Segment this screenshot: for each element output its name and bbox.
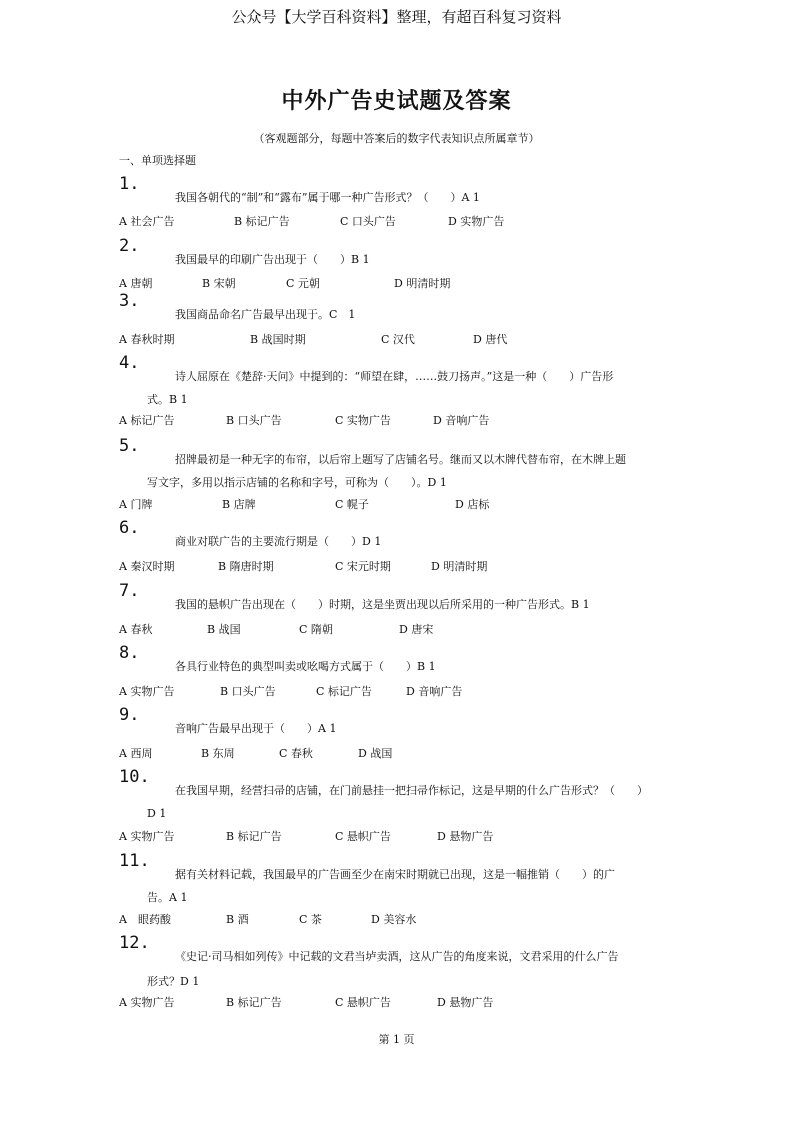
question-number: 1. (119, 174, 140, 194)
option-a: A 秦汉时期 (119, 560, 175, 573)
section-heading: 一、单项选择题 (119, 154, 196, 167)
option-a: A 实物广告 (119, 685, 175, 698)
option-c: C 实物广告 (335, 414, 391, 427)
question-stem: 据有关材料记载，我国最早的广告画至少在南宋时期就已出现，这是一幅推销（ ）的广 (175, 868, 615, 881)
option-b: B 战国时期 (250, 333, 306, 346)
option-a: A 西周 (119, 747, 153, 760)
option-c: C 宋元时期 (335, 560, 391, 573)
question-stem: 在我国早期，经营扫帚的店铺，在门前悬挂一把扫帚作标记，这是早期的什么广告形式？（ ） (175, 784, 648, 797)
option-d: D 美容水 (371, 913, 417, 926)
option-d: D 明清时期 (431, 560, 488, 573)
question-number: 7. (119, 581, 140, 601)
option-d: D 战国 (358, 747, 393, 760)
question-stem-continued: 式。B 1 (147, 393, 188, 406)
question-number: 4. (119, 353, 140, 373)
option-b: B 酒 (226, 913, 249, 926)
question-number: 3. (119, 291, 140, 311)
option-c: C 茶 (299, 913, 322, 926)
question-stem: 我国各朝代的“制”和“露布”属于哪一种广告形式？（ ）A 1 (175, 191, 480, 204)
question-stem: 商业对联广告的主要流行期是（ ）D 1 (175, 535, 382, 548)
option-c: C 标记广告 (316, 685, 372, 698)
option-a: A 唐朝 (119, 277, 153, 290)
option-a: A 春秋 (119, 623, 153, 636)
option-c: C 悬帜广告 (335, 830, 391, 843)
option-b: B 东周 (201, 747, 235, 760)
question-number: 6. (119, 518, 140, 538)
document-title: 中外广告史试题及答案 (281, 89, 512, 114)
question-number: 5. (119, 436, 140, 456)
question-stem: 我国商品命名广告最早出现于。C 1 (175, 308, 356, 321)
option-d: D 唐代 (473, 333, 508, 346)
option-a: A 春秋时期 (119, 333, 175, 346)
option-a: A 眼药酸 (119, 913, 171, 926)
option-c: C 幌子 (335, 498, 369, 511)
option-d: D 明清时期 (394, 277, 451, 290)
option-a: A 门牌 (119, 498, 153, 511)
option-b: B 口头广告 (226, 414, 282, 427)
option-b: B 店牌 (222, 498, 256, 511)
option-c: C 春秋 (279, 747, 313, 760)
option-d: D 悬物广告 (437, 830, 494, 843)
question-number: 11. (119, 851, 150, 871)
option-a: A 实物广告 (119, 996, 175, 1009)
option-a: A 标记广告 (119, 414, 175, 427)
question-number: 8. (119, 643, 140, 663)
option-c: C 汉代 (381, 333, 415, 346)
option-b: B 宋朝 (202, 277, 236, 290)
question-number: 12. (119, 933, 150, 953)
page-number: 第 1 页 (378, 1033, 415, 1046)
question-number: 2. (119, 236, 140, 256)
option-d: D 实物广告 (448, 215, 505, 228)
question-number: 10. (119, 767, 150, 787)
option-b: B 标记广告 (234, 215, 290, 228)
option-d: D 店标 (455, 498, 490, 511)
option-a: A 社会广告 (119, 215, 175, 228)
question-stem-continued: 写文字，多用以指示店铺的名称和字号，可称为（ ）。D 1 (147, 476, 447, 489)
option-a: A 实物广告 (119, 830, 175, 843)
option-c: C 悬帜广告 (335, 996, 391, 1009)
question-stem: 我国的悬帜广告出现在（ ）时期，这是坐贾出现以后所采用的一种广告形式。B 1 (175, 598, 590, 611)
question-stem: 招牌最初是一种无字的布帘，以后帘上题写了店铺名号。继而又以木牌代替布帘，在木牌上题 (175, 453, 626, 466)
option-b: B 口头广告 (220, 685, 276, 698)
option-c: C 元朝 (286, 277, 320, 290)
question-stem-continued: 告。A 1 (147, 891, 188, 904)
option-d: D 悬物广告 (437, 996, 494, 1009)
page-header: 公众号【大学百科资料】整理，有超百科复习资料 (231, 8, 562, 26)
question-stem: 各具行业特色的典型叫卖或吆喝方式属于（ ）B 1 (175, 660, 436, 673)
question-stem-continued: 形式？D 1 (147, 975, 200, 988)
option-d: D 唐宋 (399, 623, 434, 636)
question-stem: 我国最早的印刷广告出现于（ ）B 1 (175, 253, 370, 266)
option-b: B 战国 (207, 623, 241, 636)
option-b: B 标记广告 (226, 830, 282, 843)
option-d: D 音响广告 (433, 414, 490, 427)
option-c: C 口头广告 (340, 215, 396, 228)
option-b: B 隋唐时期 (218, 560, 274, 573)
document-subtitle: （客观题部分，每题中答案后的数字代表知识点所属章节） (253, 132, 540, 145)
question-stem: 《史记·司马相如列传》中记载的文君当垆卖酒，这从广告的角度来说，文君采用的什么广告 (175, 950, 619, 963)
option-b: B 标记广告 (226, 996, 282, 1009)
question-stem: 诗人屈原在《楚辞·天问》中提到的：“师望在肆，……鼓刀扬声。”这是一种（ ）广告形 (175, 370, 614, 383)
question-stem: 音响广告最早出现于（ ）A 1 (175, 722, 337, 735)
option-d: D 音响广告 (406, 685, 463, 698)
option-c: C 隋朝 (299, 623, 333, 636)
question-stem-continued: D 1 (147, 807, 167, 820)
question-number: 9. (119, 705, 140, 725)
